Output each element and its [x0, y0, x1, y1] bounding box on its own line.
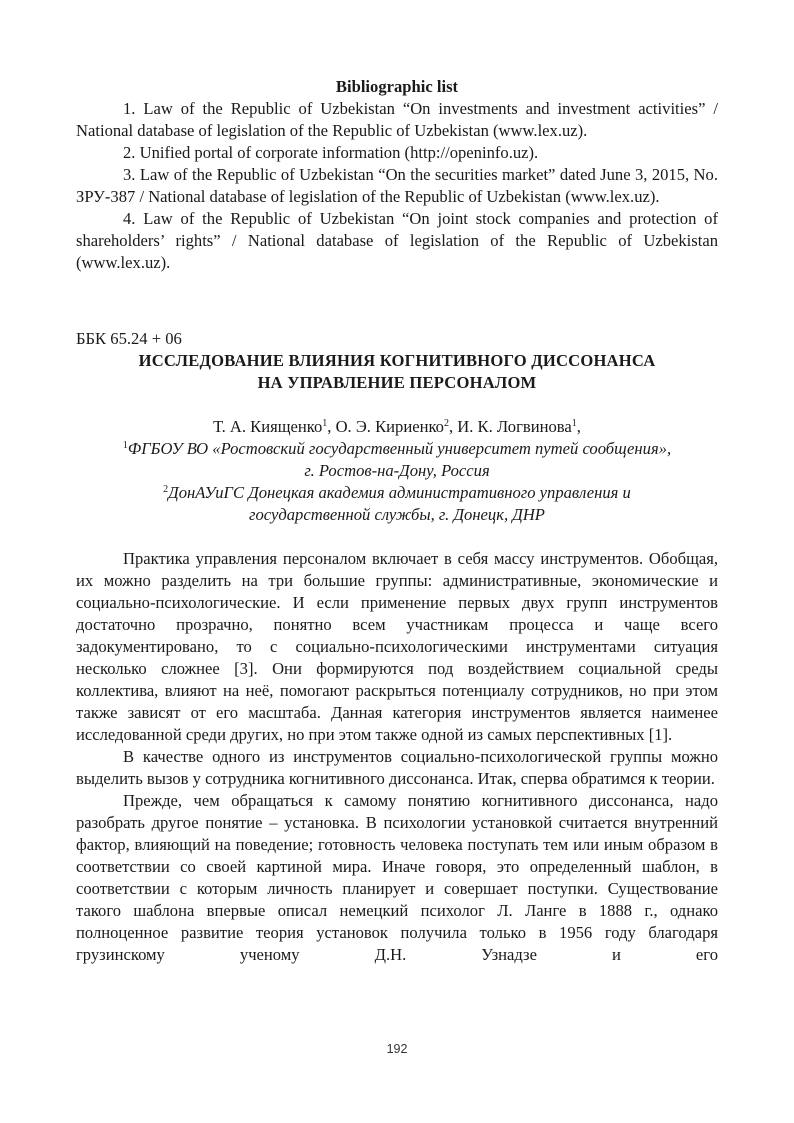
- affiliation-text: ДонАУиГС Донецкая академия административного управления и: [168, 483, 631, 502]
- author-affiliation-mark: 2: [443, 418, 449, 429]
- author-name: О. Э. Кириенко: [335, 417, 444, 436]
- article-header: [76, 328, 718, 526]
- section-gap: [76, 274, 718, 318]
- author-separator: ,: [448, 417, 458, 436]
- affiliation-text: ФГБОУ ВО «Ростовский государственный университет путей сообщения»,: [127, 439, 672, 458]
- document-page: [76, 76, 718, 966]
- bbk-code: ББК 65.24 + 06: [76, 329, 182, 348]
- bibliography-title: Bibliographic list: [335, 77, 459, 96]
- author-separator: ,: [327, 417, 336, 436]
- bibliography-item: 2. Unified portal of corporate information (http://openinfo.uz).: [123, 143, 539, 162]
- body-paragraph: В качестве одного из инструментов социально-психологической группы можно выделить вызов у сотрудника когнитивного диссонанса. Итак, сперва обратимся к теории.: [76, 747, 718, 788]
- bibliography-section: [76, 76, 718, 274]
- affiliation-mark: 1: [122, 440, 128, 451]
- affiliation-1: [76, 438, 718, 460]
- article-title-line-1: ИССЛЕДОВАНИЕ ВЛИЯНИЯ КОГНИТИВНОГО ДИССОНАНСА: [138, 351, 656, 370]
- author-name: И. К. Логвинова: [457, 417, 572, 436]
- affiliation-mark: 2: [163, 484, 169, 495]
- author-affiliation-mark: 1: [322, 418, 328, 429]
- article-body: [76, 548, 718, 966]
- authors-line: [76, 416, 718, 438]
- author-separator: ,: [576, 417, 581, 436]
- affiliation-2-location: государственной службы, г. Донецк, ДНР: [249, 505, 545, 524]
- bibliography-item: 3. Law of the Republic of Uzbekistan “On the securities market” dated June 3, 2015, No. ЗРУ-387 / National database of legislation of the Republic of Uzbekistan (www.lex.uz).: [76, 165, 718, 206]
- bibliography-item: 1. Law of the Republic of Uzbekistan “On investments and investment activities” / National database of legislation of the Republic of Uzbekistan (www.lex.uz).: [76, 99, 718, 140]
- affiliation-2: [76, 482, 718, 504]
- author-affiliation-mark: 1: [571, 418, 577, 429]
- author-name: Т. А. Киященко: [213, 417, 323, 436]
- page-number: 192: [386, 1042, 408, 1056]
- article-title-line-2: НА УПРАВЛЕНИЕ ПЕРСОНАЛОМ: [257, 373, 537, 392]
- body-paragraph: Практика управления персоналом включает в себя массу инструментов. Обобщая, их можно разделить на три большие группы: административные, экономические и социально-психологические. И если применение первых двух групп инструментов достаточно прозрачно, понятно всем участникам процесса и чаще всего задокументировано, то с социально-психологическими инструментами ситуация несколько сложнее [3]. Они формируются под воздействием социальной среды коллектива, влияют на неё, помогают раскрыться потенциалу сотрудников, но при этом также зависят от его масштаба. Данная категория инструментов является наименее исследованной среди других, но при этом также одной из самых перспективных [1].: [76, 549, 718, 744]
- affiliation-1-location: г. Ростов-на-Дону, Россия: [304, 461, 490, 480]
- bibliography-item: 4. Law of the Republic of Uzbekistan “On joint stock companies and protection of shareholders’ rights” / National database of legislation of the Republic of Uzbekistan (www.lex.uz).: [76, 209, 718, 272]
- body-paragraph: Прежде, чем обращаться к самому понятию когнитивного диссонанса, надо разобрать другое понятие – установка. В психологии установкой считается внутренний фактор, влияющий на поведение; готовность человека поступать тем или иным образом в соответствии со своей картиной мира. Иначе говоря, это определенный шаблон, в соответствии с которым личность планирует и совершает поступки. Существование такого шаблона впервые описал немецкий психолог Л. Ланге в 1888 г., однако полноценное развитие теория установок получила только в 1956 году благодаря грузинскому ученому Д.Н. Узнадзе и его: [76, 791, 718, 964]
